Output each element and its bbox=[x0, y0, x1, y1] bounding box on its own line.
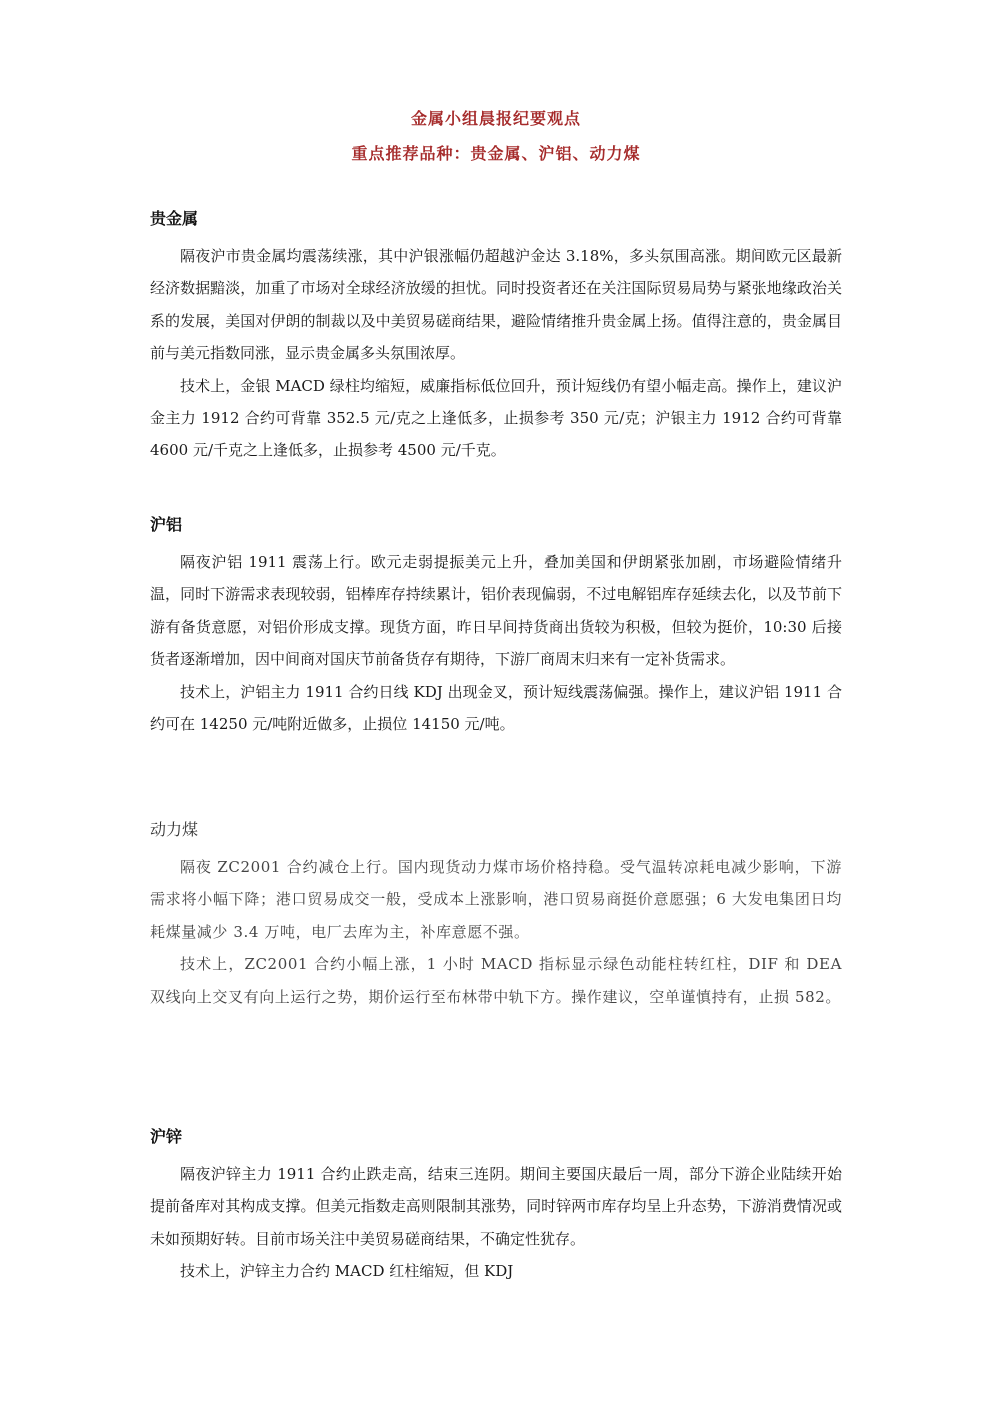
document-title: 金属小组晨报纪要观点 bbox=[410, 109, 581, 128]
section-paragraph: 技术上，ZC2001 合约小幅上涨，1 小时 MACD 指标显示绿色动能柱转红柱，DIF 和 DEA 双线向上交叉有向上运行之势，期价运行至布林带中轨下方。操作建议，空单谨慎持有，止损 582。 bbox=[150, 955, 842, 1006]
section-paragraph: 隔夜沪市贵金属均震荡续涨，其中沪银涨幅仍超越沪金达 3.18%，多头氛围高涨。期间欧元区最新经济数据黯淡，加重了市场对全球经济放缓的担忧。同时投资者还在关注国际贸易局势与紧张地缘政治关系的发展，美国对伊朗的制裁以及中美贸易磋商结果，避险情绪推升贵金属上扬。值得注意的，贵金属目前与美元指数同涨，显示贵金属多头氛围浓厚。 bbox=[150, 247, 842, 363]
section-shanghai-zinc bbox=[150, 1124, 842, 1288]
section-heading: 贵金属 bbox=[150, 209, 199, 228]
section-paragraph: 技术上，沪铝主力 1911 合约日线 KDJ 出现金叉，预计短线震荡偏强。操作上，建议沪铝 1911 合约可在 14250 元/吨附近做多，止损位 14150 元/吨。 bbox=[150, 682, 842, 734]
section-precious-metals bbox=[150, 206, 842, 467]
section-heading: 沪铝 bbox=[150, 515, 183, 534]
section-paragraph: 隔夜 ZC2001 合约减仓上行。国内现货动力煤市场价格持稳。受气温转凉耗电减少影响，下游需求将小幅下降；港口贸易成交一般，受成本上涨影响，港口贸易商挺价意愿强；6 大发电集团日均耗煤量减少 3.4 万吨，电厂去库为主，补库意愿不强。 bbox=[150, 858, 842, 941]
section-heading: 沪锌 bbox=[150, 1127, 183, 1146]
section-paragraph: 隔夜沪铝 1911 震荡上行。欧元走弱提振美元上升，叠加美国和伊朗紧张加剧，市场避险情绪升温，同时下游需求表现较弱，铝棒库存持续累计，铝价表现偏弱，不过电解铝库存延续去化，以及节前下游有备货意愿，对铝价形成支撑。现货方面，昨日早间持货商出货较为积极，但较为挺价，10:30 后接货者逐渐增加，因中间商对国庆节前备货存有期待，下游厂商周末归来有一定补货需求。 bbox=[150, 553, 842, 669]
section-thermal-coal bbox=[150, 817, 842, 1013]
document-subtitle: 重点推荐品种：贵金属、沪铝、动力煤 bbox=[351, 144, 641, 163]
section-paragraph: 技术上，金银 MACD 绿柱均缩短，威廉指标低位回升，预计短线仍有望小幅走高。操作上，建议沪金主力 1912 合约可背靠 352.5 元/克之上逢低多，止损参考 350 元/克；沪银主力 1912 合约可背靠 4600 元/千克之上逢低多，止损参考 4500 元/千克。 bbox=[150, 376, 842, 460]
section-paragraph: 隔夜沪锌主力 1911 合约止跌走高，结束三连阴。期间主要国庆最后一周，部分下游企业陆续开始提前备库对其构成支撑。但美元指数走高则限制其涨势，同时锌两市库存均呈上升态势，下游消费情况或未如预期好转。目前市场关注中美贸易磋商结果，不确定性犹存。 bbox=[150, 1165, 842, 1248]
section-heading: 动力煤 bbox=[150, 820, 199, 839]
section-paragraph: 技术上，沪锌主力合约 MACD 红柱缩短，但 KDJ bbox=[180, 1262, 514, 1281]
section-shanghai-aluminum bbox=[150, 512, 842, 740]
